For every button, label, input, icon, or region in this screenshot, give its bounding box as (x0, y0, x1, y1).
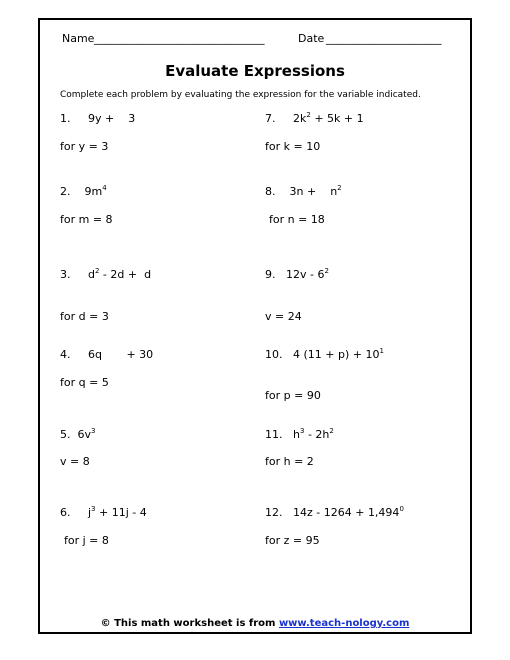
problem-expression: d (87, 268, 95, 281)
problem-number: 10. (265, 348, 283, 361)
exponent: 1 (379, 347, 384, 355)
problem-number: 7. (265, 112, 276, 125)
problem-7 (265, 112, 364, 125)
problem-expression: 9y + (87, 112, 118, 125)
problem-9-condition: v = 24 (265, 310, 302, 323)
problem-number: 12. (265, 506, 283, 519)
problem-number: 2. (60, 185, 71, 198)
problem-expression: + 30 (126, 348, 154, 361)
problem-1-condition: for y = 3 (60, 140, 109, 153)
problem-number: 1. (60, 112, 71, 125)
date-label: Date (298, 32, 325, 45)
problem-4 (60, 348, 153, 361)
problem-11 (265, 428, 334, 441)
problem-number: 3. (60, 268, 71, 281)
problem-expression: 9m (84, 185, 103, 198)
problem-12-condition: for z = 95 (265, 534, 320, 547)
exponent: 3 (91, 427, 96, 435)
exponent: 2 (324, 267, 329, 275)
problem-number: 8. (265, 185, 276, 198)
exponent: 4 (102, 184, 107, 192)
problem-number: 9. (265, 268, 276, 281)
problem-12 (265, 506, 404, 519)
problem-5-condition: v = 8 (60, 455, 90, 468)
problem-expression: j (87, 506, 92, 519)
problem-number: 5. (60, 428, 71, 441)
worksheet-page (38, 18, 472, 634)
worksheet-title: Evaluate Expressions (165, 62, 345, 80)
problem-expression: + 11j - 4 (95, 506, 147, 519)
exponent: 2 (329, 427, 334, 435)
problem-3-condition: for d = 3 (60, 310, 109, 323)
problem-expression: d (144, 268, 152, 281)
problem-expression: 6q (87, 348, 102, 361)
footer-text: © This math worksheet is from (100, 618, 279, 629)
problem-expression: n (330, 185, 338, 198)
problem-expression: + 5k + 1 (310, 112, 364, 125)
problem-10 (265, 348, 384, 361)
problem-4-condition: for q = 5 (60, 376, 109, 389)
problem-2-condition: for m = 8 (60, 213, 113, 226)
problem-1 (60, 112, 135, 125)
date-blank: _____________________ (326, 32, 442, 45)
problem-number: 11. (265, 428, 283, 441)
name-label: Name (62, 32, 95, 45)
problem-8 (265, 185, 342, 198)
problem-expression: 3n + (289, 185, 317, 198)
problem-expression: 6v (77, 428, 92, 441)
footer-link[interactable]: www.teach-nology.com (278, 618, 410, 629)
problem-5 (60, 428, 95, 441)
name-blank: _______________________________ (94, 32, 265, 45)
exponent: 3 (91, 505, 96, 513)
problem-expression: 3 (128, 112, 136, 125)
problem-expression: 4 (11 + p) + 10 (293, 348, 380, 361)
problem-2 (60, 185, 107, 198)
exponent: 0 (399, 505, 404, 513)
problem-3 (60, 268, 151, 281)
problem-expression: - 2d + (99, 268, 141, 281)
problem-7-condition: for k = 10 (265, 140, 321, 153)
exponent: 3 (299, 427, 305, 435)
problem-expression: - 2h (304, 428, 330, 441)
problem-11-condition: for h = 2 (265, 455, 314, 468)
problem-6 (60, 506, 147, 519)
exponent: 2 (306, 111, 311, 119)
exponent: 2 (337, 184, 342, 192)
problem-number: 6. (60, 506, 71, 519)
problem-9 (265, 268, 329, 281)
footer-credit (40, 618, 470, 629)
problem-expression: h (293, 428, 300, 441)
instructions: Complete each problem by evaluating the expression for the variable indicated. (60, 90, 421, 100)
problem-expression: 2k (292, 112, 307, 125)
problem-10-condition: for p = 90 (265, 389, 321, 402)
problem-6-condition: for j = 8 (64, 534, 109, 547)
exponent: 2 (94, 267, 100, 275)
problem-8-condition: for n = 18 (269, 213, 325, 226)
problem-number: 4. (60, 348, 71, 361)
problem-expression: 12v - 6 (286, 268, 325, 281)
problem-expression: 14z - 1264 + 1,494 (293, 506, 400, 519)
